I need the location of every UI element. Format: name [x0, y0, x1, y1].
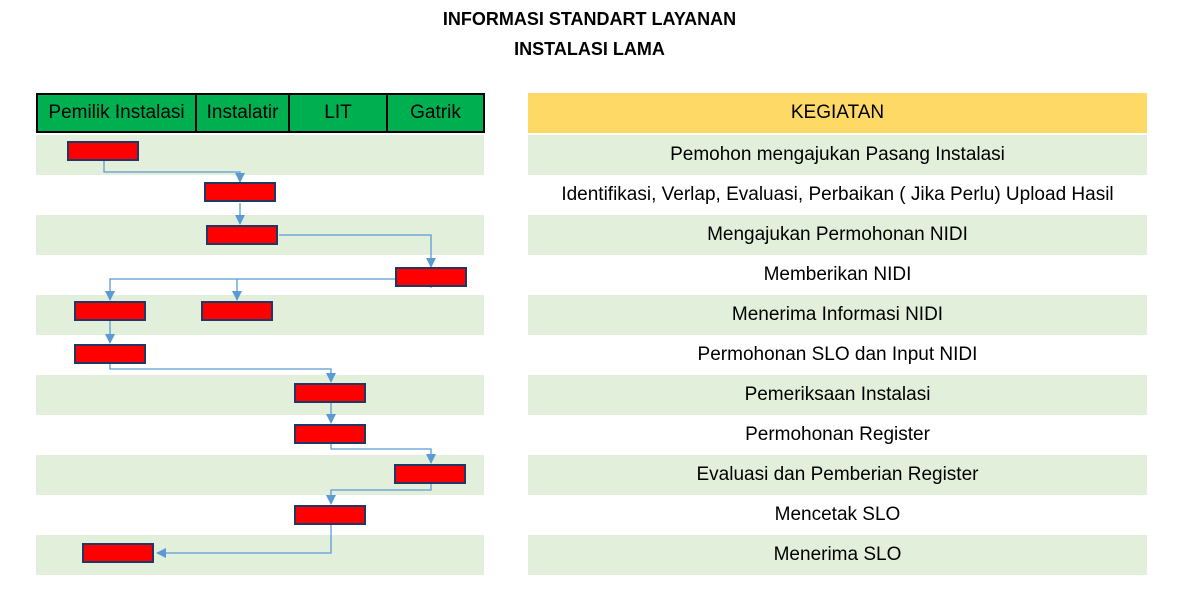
step-box-lit — [294, 424, 366, 444]
step-box-gatrik — [394, 464, 466, 484]
kegiatan-row: Mengajukan Permohonan NIDI — [528, 215, 1147, 255]
connector-arrow — [279, 235, 431, 267]
connector-arrow — [331, 484, 431, 504]
kegiatan-row: Identifikasi, Verlap, Evaluasi, Perbaikan ( Jika Perlu) Upload Hasil — [561, 184, 1114, 205]
step-box-instalatir — [201, 301, 273, 321]
kegiatan-row: Permohonan SLO dan Input NIDI — [697, 344, 978, 365]
step-box-pemilik-instalasi — [82, 543, 154, 563]
connector-arrow — [104, 161, 240, 182]
connector-arrow — [331, 444, 431, 463]
step-box-instalatir — [204, 182, 276, 202]
lane-header-gatrik: Gatrik — [386, 93, 485, 133]
kegiatan-row: Menerima SLO — [528, 535, 1147, 575]
connector-arrow — [110, 279, 431, 300]
kegiatan-row: Evaluasi dan Pemberian Register — [528, 455, 1147, 495]
lane-header-lit: LIT — [288, 93, 386, 133]
step-box-pemilik-instalasi — [74, 344, 146, 364]
kegiatan-row: Memberikan NIDI — [763, 264, 912, 285]
step-box-lit — [294, 505, 366, 525]
step-box-pemilik-instalasi — [67, 141, 139, 161]
connector-arrow — [157, 525, 331, 553]
lane-header-instalatir: Instalatir — [195, 93, 288, 133]
step-box-instalatir — [206, 225, 278, 245]
kegiatan-row: Menerima Informasi NIDI — [528, 295, 1147, 335]
connector-arrow — [110, 364, 331, 382]
kegiatan-row: Pemohon mengajukan Pasang Instalasi — [528, 135, 1147, 175]
kegiatan-row: Pemeriksaan Instalasi — [528, 375, 1147, 415]
kegiatan-row: Mencetak SLO — [774, 504, 901, 525]
step-box-lit — [294, 383, 366, 403]
step-box-pemilik-instalasi — [74, 301, 146, 321]
step-box-gatrik — [395, 267, 467, 287]
kegiatan-row: Permohonan Register — [745, 424, 930, 445]
diagram-subtitle: INSTALASI LAMA — [514, 39, 665, 59]
diagram-title: INFORMASI STANDART LAYANAN — [442, 9, 737, 29]
lane-header-pemilik-instalasi: Pemilik Instalasi — [36, 93, 195, 133]
kegiatan-header: KEGIATAN — [528, 93, 1147, 133]
